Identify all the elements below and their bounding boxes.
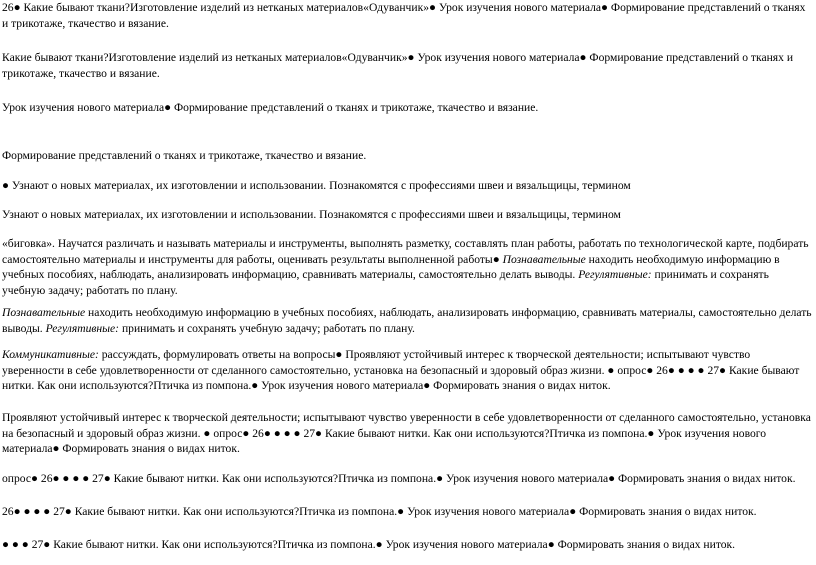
paragraph-6-text: Узнают о новых материалах, их изготовлении и использовании. Познакомятся с профессиями швеи и вязальщицы, термином <box>2 208 621 221</box>
paragraph-3-text: Урок изучения нового материала● Формирование представлений о тканях и трикотаже, ткачество и вязание. <box>2 101 539 114</box>
paragraph-6 <box>2 207 812 223</box>
paragraph-1 <box>2 0 812 31</box>
paragraph-11-text: опрос● 26● ● ● ● 27● Какие бывают нитки. Как они используются?Птичка из помпона.● Урок изучения нового материала● Формировать знания о видах ниток. <box>2 472 796 485</box>
paragraph-8 <box>2 305 812 336</box>
paragraph-9-text: рассуждать, формулировать ответы на вопросы● Проявляют устойчивый интерес к творческой деятельности; испытывают чувство уверенности в себе удовлетворенности от сделанного самостоятельно, установка на безопасный и здоровый образ жизни. ● опрос● 26● ● ● ● 27● Какие бывают нитки. Как они используются?Птичка из помпона.● Урок изучения нового материала● Формировать знания о видах ниток. <box>2 348 800 393</box>
paragraph-5-text: ● Узнают о новых материалах, их изготовлении и использовании. Познакомятся с профессиями швеи и вязальщицы, термином <box>2 179 631 192</box>
paragraph-8-cognitive-label: Познавательные <box>2 306 86 319</box>
paragraph-1-text: 26● Какие бывают ткани?Изготовление изделий из нетканых материалов«Одуванчик»● Урок изучения нового материала● Формирование представлений о тканях и трикотаже, ткачество и вязание. <box>2 1 806 30</box>
paragraph-10 <box>2 410 812 457</box>
paragraph-2 <box>2 50 812 81</box>
paragraph-7-text-b: находить необходимую информацию в учебных пособиях, наблюдать, анализировать информацию, сравнивать материалы, самостоятельно делать выводы. <box>2 252 780 282</box>
paragraph-12-text: 26● ● ● ● 27● Какие бывают нитки. Как они используются?Птичка из помпона.● Урок изучения нового материала● Формировать знания о видах ниток. <box>2 505 757 518</box>
paragraph-8-regulatory-label: Регулятивные: <box>45 321 120 335</box>
paragraph-10-text: Проявляют устойчивый интерес к творческой деятельности; испытывают чувство уверенности в себе удовлетворенности от сделанного самостоятельно, установка на безопасный и здоровый образ жизни. ● опрос● 26● ● ● ● 27● Какие бывают нитки. Как они используются?Птичка из помпона.● Урок изучения нового материала● Формировать знания о видах ниток. <box>2 411 811 456</box>
paragraph-9-communicative-label: Коммуникативные: <box>2 348 99 361</box>
paragraph-8-text-a: находить необходимую информацию в учебных пособиях, наблюдать, анализировать информацию, сравнивать материалы, самостоятельно делать выводы. <box>2 306 812 335</box>
paragraph-8-text-b: принимать и сохранять учебную задачу; работать по плану. <box>119 321 415 335</box>
paragraph-13-text: ● ● ● 27● Какие бывают нитки. Как они используются?Птичка из помпона.● Урок изучения нового материала● Формировать знания о видах ниток. <box>2 538 736 551</box>
paragraph-13 <box>2 537 812 553</box>
paragraph-5 <box>2 178 812 194</box>
paragraph-3 <box>2 100 812 116</box>
paragraph-7-cognitive-label: Познавательные <box>502 252 586 266</box>
paragraph-9 <box>2 347 812 394</box>
paragraph-7-text-c: принимать и сохранять учебную задачу; работать по плану. <box>2 268 769 297</box>
paragraph-7-text-a: «биговка». Научатся различать и называть материалы и инструменты, выполнять разметку, составлять план работы, работать по технологической карте, подбирать самостоятельно материалы и инструменты для работы, оценивать результаты выполненной работы● <box>2 237 809 266</box>
paragraph-4 <box>2 148 812 164</box>
paragraph-4-text: Формирование представлений о тканях и трикотаже, ткачество и вязание. <box>2 149 367 162</box>
paragraph-12 <box>2 504 812 520</box>
paragraph-7 <box>2 236 812 298</box>
paragraph-7-regulatory-label: Регулятивные: <box>578 268 652 282</box>
paragraph-2-text: Какие бывают ткани?Изготовление изделий из нетканых материалов«Одуванчик»● Урок изучения нового материала● Формирование представлений о тканях и трикотаже, ткачество и вязание. <box>2 51 794 80</box>
paragraph-11 <box>2 471 812 487</box>
